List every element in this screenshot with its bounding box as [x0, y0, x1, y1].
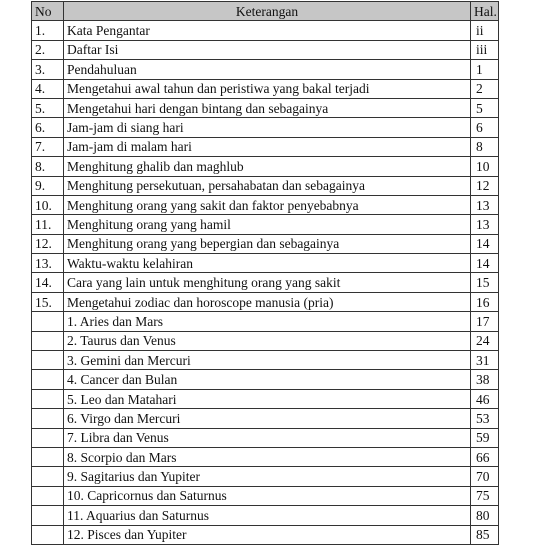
row-number: 15. — [32, 292, 64, 311]
row-page-number: 10 — [471, 157, 499, 176]
row-description: 12. Pisces dan Yupiter — [64, 525, 471, 544]
row-number: 9. — [32, 176, 64, 195]
row-description: Cara yang lain untuk menghitung orang yang sakit — [64, 273, 471, 292]
table-row — [32, 254, 499, 273]
table-row — [32, 331, 499, 350]
row-description: Menghitung orang yang sakit dan faktor penyebabnya — [64, 195, 471, 214]
row-description: 2. Taurus dan Venus — [64, 331, 471, 350]
row-description: 10. Capricornus dan Saturnus — [64, 486, 471, 505]
table-row — [32, 428, 499, 447]
table-row — [32, 21, 499, 40]
row-description: Menghitung orang yang bepergian dan sebagainya — [64, 234, 471, 253]
row-number: 11. — [32, 215, 64, 234]
table-row — [32, 292, 499, 311]
row-page-number: 6 — [471, 118, 499, 137]
row-page-number: 70 — [471, 467, 499, 486]
row-page-number: 14 — [471, 254, 499, 273]
table-of-contents — [31, 1, 499, 545]
row-page-number: 31 — [471, 351, 499, 370]
row-page-number: 12 — [471, 176, 499, 195]
header-no: No — [32, 2, 64, 21]
row-description: 4. Cancer dan Bulan — [64, 370, 471, 389]
row-page-number: 15 — [471, 273, 499, 292]
row-description: 1. Aries dan Mars — [64, 312, 471, 331]
row-description: Mengetahui hari dengan bintang dan sebagainya — [64, 98, 471, 117]
row-number — [32, 447, 64, 466]
row-page-number: 38 — [471, 370, 499, 389]
table-row — [32, 234, 499, 253]
row-number — [32, 428, 64, 447]
row-page-number: 17 — [471, 312, 499, 331]
row-number — [32, 351, 64, 370]
row-page-number: ii — [471, 21, 499, 40]
table-body — [32, 21, 499, 545]
row-number: 13. — [32, 254, 64, 273]
row-description: Mengetahui zodiac dan horoscope manusia (pria) — [64, 292, 471, 311]
row-description: Menghitung ghalib dan maghlub — [64, 157, 471, 176]
row-page-number: 1 — [471, 60, 499, 79]
header-hal: Hal. — [471, 2, 499, 21]
row-number — [32, 389, 64, 408]
row-number — [32, 486, 64, 505]
row-description: 8. Scorpio dan Mars — [64, 447, 471, 466]
row-description: 9. Sagitarius dan Yupiter — [64, 467, 471, 486]
table-row — [32, 60, 499, 79]
row-number: 7. — [32, 137, 64, 156]
row-number: 2. — [32, 40, 64, 59]
row-description: Menghitung persekutuan, persahabatan dan sebagainya — [64, 176, 471, 195]
table-row — [32, 447, 499, 466]
table-row — [32, 351, 499, 370]
table-row — [32, 467, 499, 486]
table-row — [32, 215, 499, 234]
row-description: Daftar Isi — [64, 40, 471, 59]
row-description: Waktu-waktu kelahiran — [64, 254, 471, 273]
row-number — [32, 467, 64, 486]
table-row — [32, 273, 499, 292]
row-number: 5. — [32, 98, 64, 117]
table-row — [32, 370, 499, 389]
row-number — [32, 370, 64, 389]
table-row — [32, 40, 499, 59]
row-number: 4. — [32, 79, 64, 98]
row-number: 12. — [32, 234, 64, 253]
row-description: 7. Libra dan Venus — [64, 428, 471, 447]
header-row — [32, 2, 499, 21]
row-page-number: 75 — [471, 486, 499, 505]
table-row — [32, 137, 499, 156]
table-row — [32, 389, 499, 408]
row-page-number: 53 — [471, 409, 499, 428]
row-number: 10. — [32, 195, 64, 214]
row-page-number: 13 — [471, 215, 499, 234]
row-page-number: 59 — [471, 428, 499, 447]
row-number — [32, 506, 64, 525]
row-description: Kata Pengantar — [64, 21, 471, 40]
row-page-number: 5 — [471, 98, 499, 117]
table-row — [32, 176, 499, 195]
table-header — [32, 2, 499, 21]
header-keterangan: Keterangan — [64, 2, 471, 21]
table-row — [32, 409, 499, 428]
row-description: Menghitung orang yang hamil — [64, 215, 471, 234]
row-number — [32, 525, 64, 544]
table-row — [32, 506, 499, 525]
table-row — [32, 79, 499, 98]
row-page-number: 66 — [471, 447, 499, 466]
table-row — [32, 312, 499, 331]
row-number: 3. — [32, 60, 64, 79]
row-number — [32, 409, 64, 428]
table-row — [32, 118, 499, 137]
table-row — [32, 195, 499, 214]
row-page-number: 16 — [471, 292, 499, 311]
row-description: 11. Aquarius dan Saturnus — [64, 506, 471, 525]
table-row — [32, 157, 499, 176]
table-row — [32, 486, 499, 505]
row-description: 5. Leo dan Matahari — [64, 389, 471, 408]
row-description: Jam-jam di siang hari — [64, 118, 471, 137]
row-page-number: 85 — [471, 525, 499, 544]
row-description: 3. Gemini dan Mercuri — [64, 351, 471, 370]
row-page-number: 80 — [471, 506, 499, 525]
row-number: 8. — [32, 157, 64, 176]
row-number: 1. — [32, 21, 64, 40]
row-description: Jam-jam di malam hari — [64, 137, 471, 156]
row-description: Mengetahui awal tahun dan peristiwa yang bakal terjadi — [64, 79, 471, 98]
row-page-number: 8 — [471, 137, 499, 156]
row-page-number: 13 — [471, 195, 499, 214]
row-number: 14. — [32, 273, 64, 292]
table-row — [32, 525, 499, 544]
row-number — [32, 331, 64, 350]
row-number: 6. — [32, 118, 64, 137]
table-row — [32, 98, 499, 117]
row-description: Pendahuluan — [64, 60, 471, 79]
row-number — [32, 312, 64, 331]
row-page-number: 2 — [471, 79, 499, 98]
row-page-number: 24 — [471, 331, 499, 350]
row-description: 6. Virgo dan Mercuri — [64, 409, 471, 428]
row-page-number: 46 — [471, 389, 499, 408]
row-page-number: 14 — [471, 234, 499, 253]
row-page-number: iii — [471, 40, 499, 59]
